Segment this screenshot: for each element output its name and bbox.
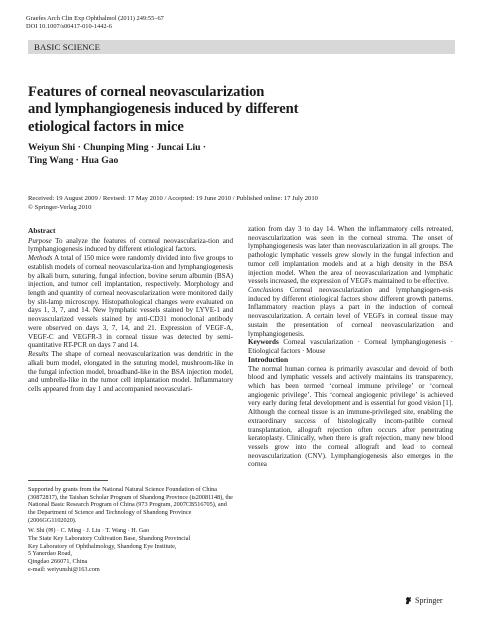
introduction-heading: Introduction — [248, 354, 289, 364]
title-line-3: etiological factors in mice — [28, 118, 184, 135]
conclusions-text: Corneal neovascularization and lymphangiogen-esis induced by different etiological factors show different growth patterns. Inflammatory reaction plays a part in the induction of corneal neovascularization. A certain level of VEGFs in corneal tissue may sustain the presentation of corneal neovascularization and lymphangiogenesis. — [248, 286, 453, 338]
results-text: The shape of corneal neovascularization was dendritic in the alkali burn model, elongated in the suturing model, mushroom-like in the fungal infection model, broadband-like in the BSA injection model, and umbrella-like in the tumor cell implantation model. Inflammatory cells appeared from day 1 and accompanied neovasculari- — [28, 350, 233, 393]
author-list — [28, 142, 206, 167]
keywords-text: Corneal vascularization · Corneal lymphangiogenesis · Etiological factors · Mouse — [248, 338, 453, 356]
introduction-text: The normal human cornea is primarily avascular and devoid of both blood and lymphatic vessels and actively maintains its transparency, which has been termed ‘corneal immune privilege’ or ‘corneal angiogenic privilege’. This ‘corneal angiogenic privilege’ is achieved very early during fetal development and is essential for good vision [1]. Although the corneal tissue is an immune-privileged site, enabling the extraordinary success of histologically incom-patible corneal transplantation, allograft rejection often occurs after penetrating keratoplasty. Clinically, when there is graft rejection, many new blood vessels grow into the corneal allograft and lead to corneal neovascularization (CNV). Lymphangiogenesis also emerges in the cornea — [248, 364, 453, 469]
affiliation-names: W. Shi (✉) · C. Ming · J. Liu · T. Wang · H. Gao — [28, 527, 150, 535]
results-continued: zation from day 3 to day 14. When the inflammatory cells retreated, neovascularization was seen in the corneal stroma. The onset of lymphangiogenesis was later than neovascularization in all groups. The pathologic lymphatic vessels grew slowly in the fungal infection and tumor cell implantation models and at a high density in the BSA injection model. When the area of neovascularization and lymphatic vessels increased, the expression of VEGFs maintained to be effective. — [248, 225, 453, 286]
doi: DOI 10.1007/s00417-010-1442-6 — [26, 23, 112, 31]
email-address[interactable]: e-mail: weiyunshi@163.com — [28, 565, 100, 573]
authors-line-1: Weiyun Shi · Chunping Ming · Juncai Liu · — [28, 142, 207, 153]
springer-logo — [404, 596, 443, 605]
footnote — [28, 486, 233, 573]
affiliation-line-3: 5 Yanerdao Road, — [28, 550, 72, 558]
copyright: © Springer-Verlag 2010 — [28, 204, 92, 211]
title-line-2: and lymphangiogenesis induced by different — [28, 101, 299, 118]
abstract-methods — [28, 254, 233, 350]
abstract-left-column — [28, 227, 233, 394]
funding-note: Supported by grants from the National Natural Science Foundation of China (30872817), the Taishan Scholar Program of Shandong Province (ts20081148), the National Basic Research Program of China (973 Program, 2007CB516705), and the Department of Science and Technology of Shandong Province (2006GG1102020). — [28, 486, 233, 524]
abstract-conclusions — [248, 286, 453, 338]
abstract-results — [28, 350, 233, 394]
journal-header — [26, 15, 164, 31]
footnote-divider — [28, 480, 108, 481]
abstract-heading: Abstract — [28, 226, 56, 235]
affiliation-line-4: Qingdao 266071, China — [28, 557, 88, 565]
keywords-label: Keywords — [248, 338, 279, 347]
results-label: Results — [28, 350, 49, 359]
publication-dates — [28, 194, 318, 212]
right-column — [248, 225, 453, 469]
springer-wordmark: Springer — [415, 596, 443, 605]
affiliation-line-2: Key Laboratory of Ophthalmology, Shandong Eye Institute, — [28, 542, 177, 550]
section-label: BASIC SCIENCE — [28, 40, 455, 54]
abstract-purpose — [28, 237, 233, 254]
authors-line-2: Ting Wang · Hua Gao — [28, 154, 119, 166]
received-dates: Received: 19 August 2009 / Revised: 17 May 2010 / Accepted: 19 June 2010 / Published online: 17 July 2010 — [28, 195, 318, 202]
journal-citation: Graefes Arch Clin Exp Ophthalmol (2011) 249:55–67 — [26, 15, 164, 22]
conclusions-label: Conclusions — [248, 286, 284, 295]
affiliation-line-1: The State Key Laboratory Cultivation Base, Shandong Provincial — [28, 534, 191, 542]
keywords — [248, 338, 453, 355]
methods-label: Methods — [28, 254, 53, 263]
purpose-label: Purpose — [28, 236, 52, 245]
springer-horse-icon — [404, 596, 413, 605]
methods-text: A total of 150 mice were randomly divided into five groups to establish models of corneal neovasculariza-tion and lymphangiogenesis by alkali burn, suturing, fungal infection, bovine serum albumin (BSA) injection, and tumor cell implantation, respectively. Morphology and length and quantity of corneal neovascularization were monitored daily by slit-lamp microscopy. Histopathological changes were evaluated on days 1, 3, 7, and 14. New lymphatic vessels stained by LYVE-1 and neovascularized vessels stained by anti-CD31 monoclonal antibody were observed on days 3, 7, 14, and 21. Expression of VEGF-A, VEGF-C and VEGFR-3 in corneal tissue was detected by semi-quantitative RT-PCR on days 7 and 14. — [28, 254, 233, 350]
affiliation-block — [28, 527, 233, 573]
article-title — [28, 84, 458, 136]
purpose-text: To analyze the features of corneal neovasculariza-tion and lymphangiogenesis induced by different etiological factors. — [28, 236, 233, 254]
title-line-1: Features of corneal neovascularization — [28, 84, 265, 100]
